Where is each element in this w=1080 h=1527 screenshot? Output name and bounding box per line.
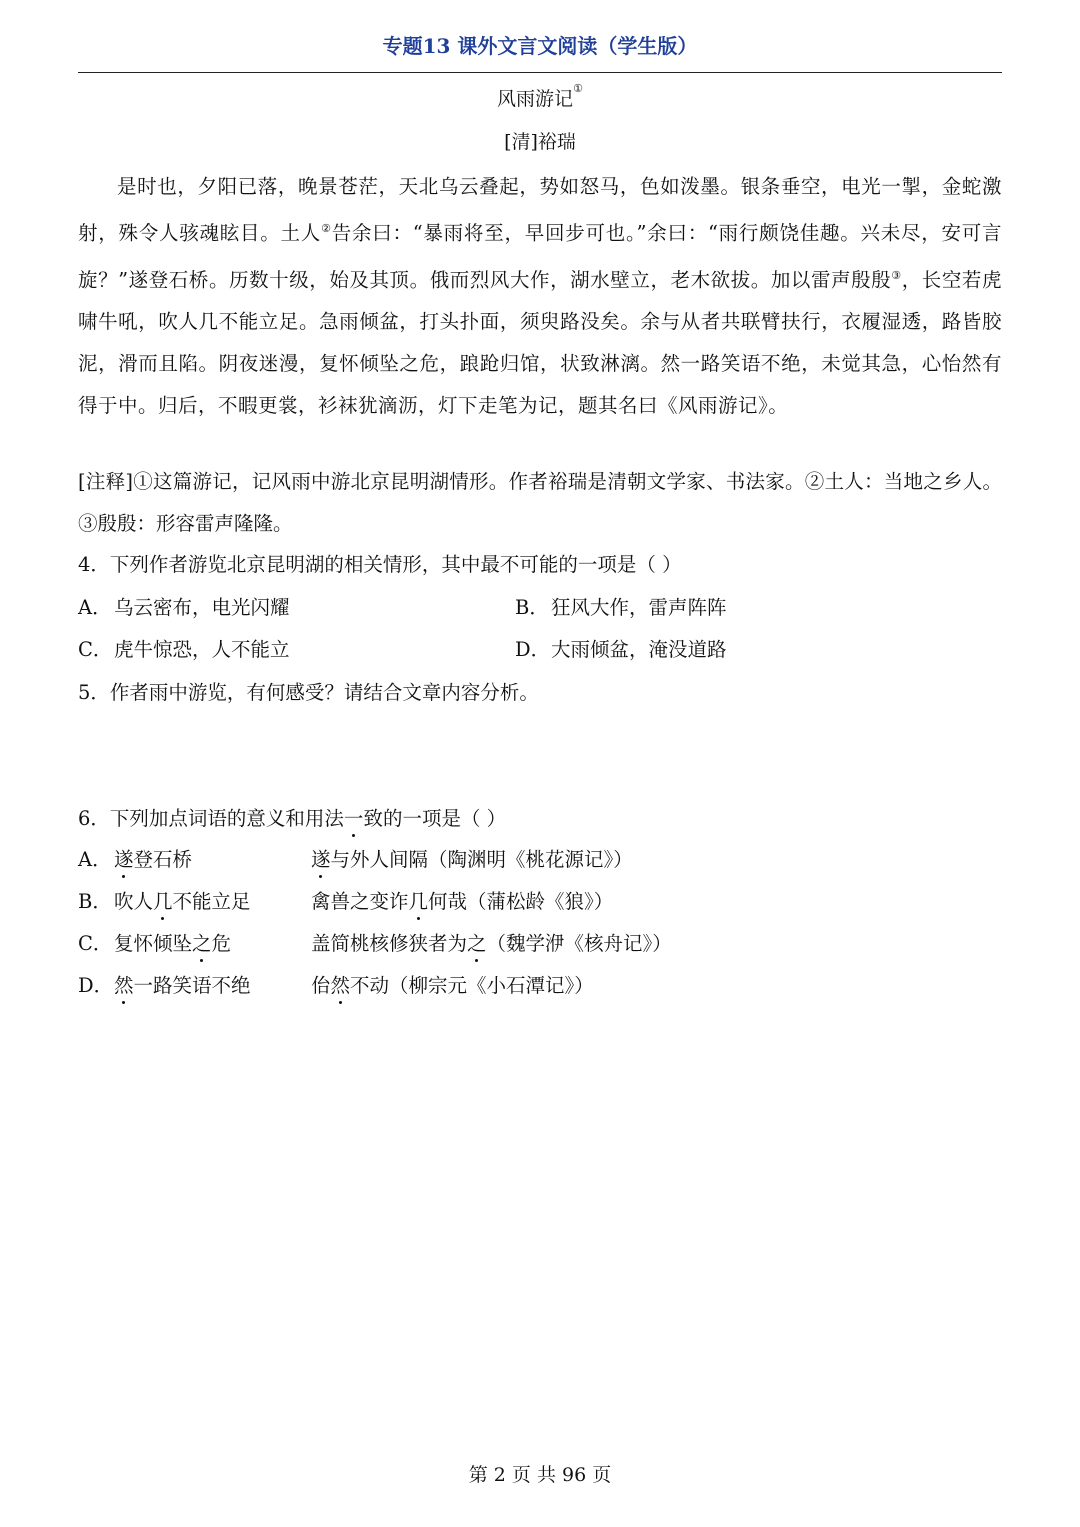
option-letter: A． <box>78 848 112 871</box>
article-title-text: 风雨游记 <box>497 88 574 110</box>
option-letter: D． <box>78 974 114 997</box>
q6-option-a-left <box>78 848 192 872</box>
q4-option-a <box>78 596 290 620</box>
option-text: 复怀倾坠 <box>114 932 193 955</box>
passage-part-3: ，长空若虎啸牛吼，吹人几不能立足。急雨倾盆，打头扑面，须臾路没矣。余与从者共联臂扶行，衣履湿透，路皆胶泥，滑而且陷。阴夜迷漫，复怀倾坠之危，踉跄归馆，状致淋漓。然一路笑语不绝，未觉其急，心怡然有得于中。归后，不暇更裳，衫袜犹滴沥，灯下走笔为记，题其名曰《风雨游记》。 <box>78 268 1002 417</box>
q4-option-b <box>515 596 727 620</box>
footnote-marker: ② <box>321 222 332 235</box>
stem-text: 致的一项是（ ） <box>363 807 507 830</box>
option-text: 狂风大作，雷声阵阵 <box>551 596 727 619</box>
q6-option-c-right <box>311 932 672 956</box>
emphasis-dot-char: 然 <box>330 974 351 997</box>
question-6-stem <box>78 807 506 831</box>
article-title <box>0 84 1080 111</box>
q6-option-d-left <box>78 974 251 998</box>
q4-option-c <box>78 638 290 662</box>
question-5-stem: 5．作者雨中游览，有何感受？请结合文章内容分析。 <box>78 681 539 704</box>
option-letter: C． <box>78 638 113 661</box>
option-letter: B． <box>78 890 112 913</box>
option-text: 与外人间隔（陶渊明《桃花源记》） <box>330 848 633 871</box>
option-text: 不动（柳宗元《小石潭记》） <box>350 974 594 997</box>
option-text: 危 <box>211 932 232 955</box>
option-text: 佁 <box>311 974 331 997</box>
footnote-marker: ① <box>573 82 583 95</box>
option-text: 盖简桃核修狭者为 <box>311 932 468 955</box>
option-text: 禽兽之变诈 <box>311 890 409 913</box>
emphasis-dot-char: 一 <box>343 807 364 830</box>
option-letter: B． <box>515 596 549 619</box>
option-text: 登石桥 <box>133 848 193 871</box>
emphasis-dot-char: 遂 <box>311 848 331 871</box>
emphasis-dot-char: 之 <box>467 932 487 955</box>
passage-part-1: 是时也，夕阳已落，晚景苍茫，天北乌云叠起，势如怒马，色如泼墨。银条垂空，电光一掣，金蛇激射，殊令人骇魂眩目。土人 <box>78 175 1002 245</box>
page-footer-number: 第 2 页 共 96 页 <box>468 1464 612 1486</box>
article-passage <box>78 166 1002 427</box>
option-text: 乌云密布，电光闪耀 <box>114 596 290 619</box>
emphasis-dot-char: 几 <box>153 890 173 913</box>
option-text: 大雨倾盆，淹没道路 <box>551 638 727 661</box>
option-text: 一路笑语不绝 <box>133 974 251 997</box>
question-4-stem: 4．下列作者游览北京昆明湖的相关情形，其中最不可能的一项是（ ） <box>78 553 682 576</box>
option-letter: D． <box>515 638 551 661</box>
q6-option-a-right <box>311 848 633 872</box>
option-text: （魏学洢《核舟记》） <box>486 932 672 955</box>
q6-option-d-right <box>311 974 594 998</box>
option-letter: C． <box>78 932 113 955</box>
page-header-title: 专题13 课外文言文阅读（学生版） <box>382 34 698 58</box>
option-text: 不能立足 <box>172 890 251 913</box>
q6-option-b-left <box>78 890 251 914</box>
q6-option-c-left <box>78 932 231 956</box>
q6-option-b-right <box>311 890 613 914</box>
option-text: 虎牛惊恐，人不能立 <box>114 638 290 661</box>
option-letter: A． <box>78 596 112 619</box>
passage-part-2: 告余曰：“暴雨将至，早回步可也。”余曰：“雨行颇饶佳趣。兴未尽，安可言旋？”遂登石桥。历数十级，始及其顶。俄而烈风大作，湖水壁立，老木欲拔。加以雷声殷殷 <box>78 221 1002 291</box>
q4-option-d <box>515 638 727 662</box>
option-text: 何哉（蒲松龄《狼》） <box>428 890 614 913</box>
article-notes: [注释]①这篇游记，记风雨中游北京昆明湖情形。作者裕瑞是清朝文学家、书法家。②土人：当地之乡人。③殷殷：形容雷声隆隆。 <box>78 470 1002 535</box>
emphasis-dot-char: 然 <box>114 974 134 997</box>
emphasis-dot-char: 几 <box>408 890 429 913</box>
emphasis-dot-char: 之 <box>192 932 212 955</box>
article-author: [清]裕瑞 <box>504 131 576 153</box>
stem-text: 6．下列加点词语的意义和用法 <box>78 807 344 830</box>
header-divider <box>78 72 1002 73</box>
option-text: 吹人 <box>114 890 154 913</box>
footnote-marker: ③ <box>891 268 902 282</box>
emphasis-dot-char: 遂 <box>114 848 134 871</box>
